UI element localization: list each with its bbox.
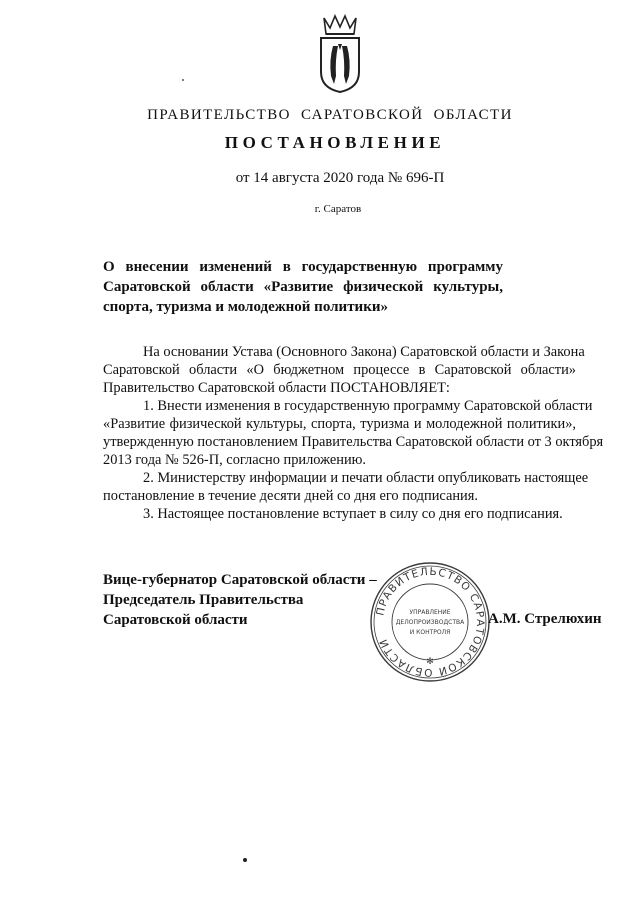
stamp-inner-line: УПРАВЛЕНИЕ	[409, 609, 451, 616]
signature-block	[103, 570, 393, 630]
document-subject	[103, 257, 503, 317]
subject-line: Саратовской области «Развитие физической культуры,	[103, 279, 503, 295]
subject-line: О внесении изменений в государственную программу	[103, 259, 503, 275]
body-line: 2013 года № 526-П, согласно приложению.	[103, 452, 367, 468]
stamp-star-icon: ✻	[426, 657, 434, 667]
document-date-number: от 14 августа 2020 года № 696-П	[235, 170, 445, 186]
document-body	[103, 343, 604, 523]
signer-position-line: Председатель Правительства	[103, 592, 304, 608]
scan-speck	[243, 858, 247, 862]
body-line: постановление в течение десяти дней со дня его подписания.	[103, 488, 478, 504]
body-line: 3. Настоящее постановление вступает в силу со дня его подписания.	[143, 506, 563, 522]
saratov-coat-of-arms-icon	[316, 14, 364, 94]
document-type: ПОСТАНОВЛЕНИЕ	[224, 133, 446, 152]
body-line: На основании Устава (Основного Закона) Саратовской области и Закона	[143, 344, 585, 360]
signer-position-line: Саратовской области	[103, 612, 248, 628]
body-line: Правительство Саратовской области ПОСТАНОВЛЯЕТ:	[103, 380, 450, 396]
official-stamp	[368, 560, 492, 684]
document-city: г. Саратов	[314, 203, 362, 215]
stamp-outer-text: ПРАВИТЕЛЬСТВО САРАТОВСКОЙ ОБЛАСТИ	[374, 565, 487, 679]
body-line: «Развитие физической культуры, спорта, туризма и молодежной политики»,	[103, 416, 576, 432]
body-line: Саратовской области «О бюджетном процессе в Саратовской области»	[103, 362, 576, 378]
subject-line: спорта, туризма и молодежной политики»	[103, 299, 388, 315]
stamp-inner-line: ДЕЛОПРОИЗВОДСТВА	[395, 619, 465, 626]
body-line: 2. Министерству информации и печати области опубликовать настоящее	[143, 470, 589, 486]
scan-speck	[182, 79, 184, 81]
stamp-inner-line: И КОНТРОЛЯ	[409, 629, 451, 636]
body-line: 1. Внести изменения в государственную программу Саратовской области	[143, 398, 593, 414]
signer-position-line: Вице-губернатор Саратовской области –	[103, 572, 377, 588]
signer-name: А.М. Стрелюхин	[488, 611, 602, 627]
government-title: ПРАВИТЕЛЬСТВО САРАТОВСКОЙ ОБЛАСТИ	[147, 107, 513, 123]
body-line: утвержденную постановлением Правительства Саратовской области от 3 октября	[103, 434, 604, 450]
